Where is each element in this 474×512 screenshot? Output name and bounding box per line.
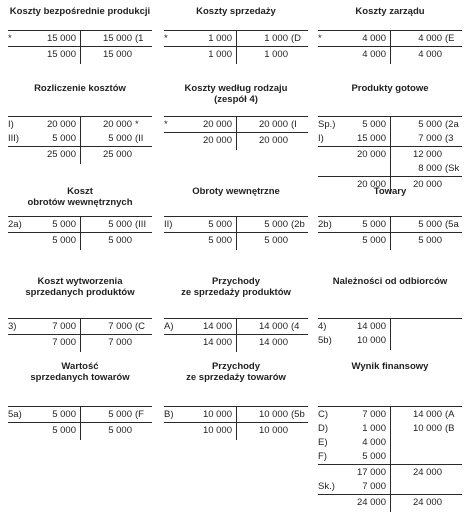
debit-amount: 20 000 — [356, 149, 386, 160]
account-title: Koszty sprzedaży — [196, 6, 276, 17]
credit-amount: 14 000 — [412, 409, 442, 420]
credit-amount: 5 000 — [264, 219, 288, 230]
sum-line — [8, 232, 80, 233]
sum-line — [318, 464, 390, 465]
t-account-divider — [390, 406, 391, 512]
debit-amount: 7 000 — [362, 409, 386, 420]
debit-reference: 2a) — [8, 219, 22, 230]
credit-reference: (C — [135, 321, 146, 332]
credit-amount: 5 000 — [108, 219, 132, 230]
debit-amount: 5 000 — [52, 425, 76, 436]
credit-reference: * — [135, 119, 139, 130]
sum-line — [390, 46, 462, 47]
debit-amount: 7 000 — [52, 321, 76, 332]
credit-amount: 5 000 — [108, 235, 132, 246]
debit-amount: 5 000 — [362, 451, 386, 462]
sum-line — [318, 232, 390, 233]
sum-line — [236, 46, 308, 47]
sum-line — [318, 46, 390, 47]
debit-reference: 5a) — [8, 409, 22, 420]
debit-reference: * — [8, 33, 12, 44]
credit-reference: (1 — [135, 33, 144, 44]
debit-amount: 4 000 — [362, 33, 386, 44]
credit-reference: (A — [445, 409, 455, 420]
credit-reference: (E — [445, 33, 455, 44]
credit-amount: 20 000 — [412, 179, 442, 190]
debit-reference: Sp.) — [318, 119, 336, 130]
debit-reference: 2b) — [318, 219, 332, 230]
credit-amount: 7 000 — [418, 133, 442, 144]
debit-amount: 5 000 — [52, 409, 76, 420]
debit-amount: 25 000 — [46, 149, 76, 160]
credit-amount: 5 000 — [418, 219, 442, 230]
debit-amount: 14 000 — [202, 337, 232, 348]
debit-amount: 15 000 — [46, 33, 76, 44]
t-account-divider — [390, 116, 391, 194]
sum-line — [164, 132, 236, 133]
t-account-divider — [390, 216, 391, 250]
account-title: Koszt obrotów wewnętrznych — [27, 186, 133, 208]
debit-amount: 1 000 — [208, 33, 232, 44]
sum-line — [390, 232, 462, 233]
t-account-divider — [236, 30, 237, 64]
debit-amount: 4 000 — [362, 437, 386, 448]
credit-amount: 5 000 — [108, 409, 132, 420]
debit-amount: 20 000 — [46, 119, 76, 130]
debit-reference: * — [164, 33, 168, 44]
credit-reference: (4 — [291, 321, 300, 332]
account-title: Koszty bezpośrednie produkcji — [9, 6, 151, 17]
sum-line — [390, 146, 462, 147]
t-account-divider — [236, 406, 237, 440]
t-account-divider — [80, 216, 81, 250]
debit-reference: F) — [318, 451, 327, 462]
credit-reference: (II — [135, 133, 144, 144]
debit-amount: 7 000 — [52, 337, 76, 348]
sum-line — [318, 146, 390, 147]
debit-reference: B) — [164, 409, 174, 420]
sum-line — [236, 232, 308, 233]
credit-amount: 10 000 — [258, 425, 288, 436]
debit-amount: 5 000 — [208, 219, 232, 230]
account-title: Koszt wytworzenia sprzedanych produktów — [25, 276, 135, 298]
account-title: Towary — [373, 186, 407, 197]
credit-amount: 14 000 — [258, 321, 288, 332]
debit-reference: III) — [8, 133, 20, 144]
account-title: Produkty gotowe — [351, 83, 429, 94]
debit-amount: 17 000 — [356, 467, 386, 478]
t-account-divider — [80, 30, 81, 64]
debit-amount: 5 000 — [52, 133, 76, 144]
credit-reference: (3 — [445, 133, 454, 144]
sum-line — [164, 334, 236, 335]
sum-line — [236, 422, 308, 423]
credit-reference: (B — [445, 423, 455, 434]
sum-line — [80, 334, 152, 335]
t-account-divider — [236, 318, 237, 352]
t-account-divider — [236, 116, 237, 150]
credit-reference: (2b — [291, 219, 305, 230]
debit-amount: 5 000 — [362, 119, 386, 130]
sum-line — [8, 46, 80, 47]
debit-reference: Sk.) — [318, 481, 335, 492]
t-account-divider — [80, 406, 81, 440]
debit-reference: E) — [318, 437, 328, 448]
account-title: Obroty wewnętrzne — [192, 186, 280, 197]
credit-reference: (5b — [291, 409, 305, 420]
credit-amount: 24 000 — [412, 467, 442, 478]
t-account-divider — [390, 318, 391, 350]
debit-amount: 7 000 — [362, 481, 386, 492]
credit-amount: 5 000 — [108, 133, 132, 144]
t-account-divider — [390, 30, 391, 64]
sum-line — [80, 422, 152, 423]
credit-amount: 5 000 — [418, 235, 442, 246]
debit-reference: 4) — [318, 321, 327, 332]
credit-amount: 1 000 — [264, 33, 288, 44]
debit-amount: 5 000 — [362, 235, 386, 246]
debit-reference: A) — [164, 321, 174, 332]
sum-line — [164, 46, 236, 47]
t-account-divider — [80, 116, 81, 164]
credit-amount: 12 000 — [412, 149, 442, 160]
account-title: Przychody ze sprzedaży produktów — [181, 276, 291, 298]
credit-amount: 5 000 — [108, 425, 132, 436]
sum-line — [236, 132, 308, 133]
sum-line — [236, 334, 308, 335]
debit-amount: 10 000 — [202, 425, 232, 436]
credit-amount: 10 000 — [412, 423, 442, 434]
account-title: Należności od odbiorców — [332, 276, 448, 287]
debit-reference: I) — [318, 133, 324, 144]
debit-amount: 20 000 — [202, 119, 232, 130]
debit-reference: I) — [8, 119, 14, 130]
debit-amount: 10 000 — [356, 335, 386, 346]
credit-amount: 8 000 — [418, 163, 442, 174]
debit-amount: 24 000 — [356, 497, 386, 508]
debit-reference: * — [318, 33, 322, 44]
credit-amount: 20 000 — [258, 135, 288, 146]
debit-amount: 20 000 — [202, 135, 232, 146]
account-title: Przychody ze sprzedaży towarów — [186, 361, 286, 383]
debit-reference: 3) — [8, 321, 17, 332]
debit-amount: 1 000 — [362, 423, 386, 434]
credit-amount: 20 000 — [102, 119, 132, 130]
credit-reference: (F — [135, 409, 144, 420]
debit-amount: 10 000 — [202, 409, 232, 420]
sum-line — [164, 232, 236, 233]
debit-amount: 5 000 — [52, 219, 76, 230]
account-title: Koszty według rodzaju (zespół 4) — [184, 83, 288, 105]
credit-amount: 25 000 — [102, 149, 132, 160]
debit-reference: 5b) — [318, 335, 332, 346]
credit-amount: 7 000 — [108, 321, 132, 332]
credit-amount: 4 000 — [418, 49, 442, 60]
account-title: Wartość sprzedanych towarów — [30, 361, 130, 383]
account-title: Rozliczenie kosztów — [34, 83, 126, 94]
account-title: Koszty zarządu — [355, 6, 425, 17]
t-account-divider — [236, 216, 237, 250]
credit-amount: 4 000 — [418, 33, 442, 44]
sum-line — [80, 46, 152, 47]
debit-reference: D) — [318, 423, 329, 434]
sum-line — [8, 422, 80, 423]
sum-line — [390, 176, 462, 177]
debit-reference: C) — [318, 409, 329, 420]
debit-amount: 4 000 — [362, 49, 386, 60]
credit-amount: 1 000 — [264, 49, 288, 60]
credit-reference: (2a — [445, 119, 459, 130]
credit-amount: 15 000 — [102, 49, 132, 60]
credit-reference: (Sk — [445, 163, 460, 174]
account-title: Wynik finansowy — [351, 361, 429, 372]
sum-line — [8, 146, 80, 147]
debit-amount: 15 000 — [356, 133, 386, 144]
credit-reference: (III — [135, 219, 147, 230]
debit-reference: * — [164, 119, 168, 130]
credit-amount: 7 000 — [108, 337, 132, 348]
credit-amount: 5 000 — [264, 235, 288, 246]
sum-line — [164, 422, 236, 423]
debit-amount: 5 000 — [52, 235, 76, 246]
debit-amount: 1 000 — [208, 49, 232, 60]
sum-line — [390, 464, 462, 465]
credit-reference: (5a — [445, 219, 459, 230]
credit-amount: 10 000 — [258, 409, 288, 420]
sum-line — [8, 334, 80, 335]
sum-line — [318, 176, 390, 177]
debit-amount: 5 000 — [362, 219, 386, 230]
debit-amount: 14 000 — [202, 321, 232, 332]
credit-reference: (D — [291, 33, 302, 44]
credit-amount: 14 000 — [258, 337, 288, 348]
sum-line — [80, 146, 152, 147]
credit-amount: 20 000 — [258, 119, 288, 130]
sum-line — [80, 232, 152, 233]
t-account-divider — [80, 318, 81, 352]
debit-amount: 5 000 — [208, 235, 232, 246]
debit-amount: 15 000 — [46, 49, 76, 60]
debit-amount: 20 000 — [356, 179, 386, 190]
credit-amount: 5 000 — [418, 119, 442, 130]
debit-reference: II) — [164, 219, 173, 230]
credit-reference: (I — [291, 119, 297, 130]
credit-amount: 15 000 — [102, 33, 132, 44]
credit-amount: 24 000 — [412, 497, 442, 508]
debit-amount: 14 000 — [356, 321, 386, 332]
